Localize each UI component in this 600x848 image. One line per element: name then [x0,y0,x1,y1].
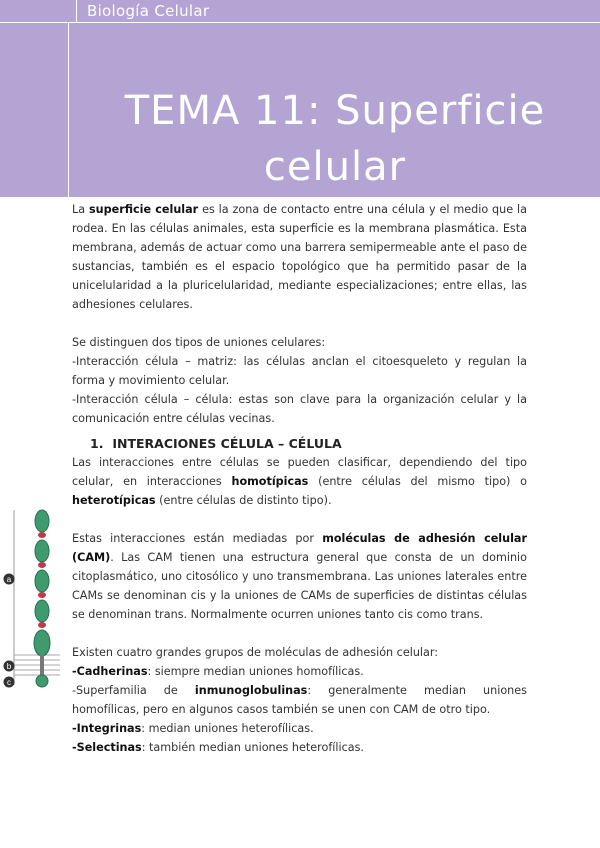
document-body [72,200,527,757]
title-line-1: TEMA 11: Superficie [124,88,546,134]
label-b-marker [4,661,15,672]
title-line-2: celular [263,144,407,190]
homotypic-term: homotípicas [231,475,309,488]
intro-paragraph [72,200,527,314]
section-text-2: (entre células del mismo tipo) o [308,475,527,488]
group-cadherinas [72,662,527,681]
section-text-3: (entre células de distinto tipo). [155,494,332,507]
group-selectinas [72,738,527,757]
integrinas-term: -Integrinas [72,722,142,735]
section-heading [90,434,527,453]
subject-label: Biología Celular [87,2,210,20]
selectinas-text: : también median uniones heterofílicas. [141,741,364,754]
ig-text: : generalmente median uniones homofílicas, pero en algunos casos también se unen con CAM de otro tipo. [72,684,527,716]
ig-prefix: -Superfamilia de [72,684,195,697]
cam-term: moléculas de adhesión celular (CAM) [72,532,527,564]
cadherinas-text: : siempre median uniones homofílicas. [147,665,364,678]
label-a-marker [4,574,15,585]
heterotypic-term: heterotípicas [72,494,156,507]
label-b: b [6,662,12,671]
label-a: a [6,575,12,584]
group-integrinas [72,719,527,738]
intro-bold-term: superficie celular [88,203,199,216]
group-immunoglobulins [72,681,527,719]
title-banner [0,23,600,197]
header-separator [76,0,77,22]
cam-text-2: . Las CAM tienen una estructura general que consta de un dominio citoplasmático, uno citosólico y uno transmembrana. Las uniones laterales entre CAMs se denominan cis y la uniones de CAMs de superficies de distintas células se denominan trans. Normalmente ocurren uniones tanto cis como trans. [72,551,527,621]
label-c: c [7,678,11,687]
groups-intro: Existen cuatro grandes grupos de moléculas de adhesión celular: [72,646,439,659]
ig-term: inmunoglobulinas [194,684,308,697]
intro-text-1: La [72,203,89,216]
selectinas-term: -Selectinas [72,741,142,754]
cam-text-1: Estas interacciones están mediadas por [72,532,323,545]
page-title [70,83,600,195]
integrinas-text: : median uniones heterofílicas. [141,722,314,735]
cam-structure-figure [0,505,60,695]
section-number: 1. [90,436,104,451]
header-bar [0,0,600,22]
types-intro: Se distinguen dos tipos de uniones celulares: [72,336,326,349]
section-paragraph [72,453,527,510]
label-c-marker [4,677,15,688]
membrane-lines [14,655,60,675]
types-item-2: -Interacción célula – célula: estas son clave para la organización celular y la comunicación entre células vecinas. [72,393,527,425]
cadherinas-term: -Cadherinas [72,665,148,678]
cam-paragraph [72,529,527,624]
intro-text-2: es la zona de contacto entre una célula y el medio que la rodea. En las células animales, esta superficie es la membrana plasmática. Esta membrana, además de actuar como una barrera semipermeable ante el paso de sustancias, también es el espacio topológico que ha permitido pasar de la unicelularidad a la pluricelularidad, mediante especializaciones; entre ellas, las adhesiones celulares. [72,203,527,311]
section-text-1: Las interacciones entre células se pueden clasificar, dependiendo del tipo celular, en interacciones [72,456,527,488]
section-title: INTERACIONES CÉLULA – CÉLULA [112,436,342,451]
banner-margin-line [68,23,69,197]
types-item-1: -Interacción célula – matriz: las células anclan el citoesqueleto y regulan la forma y movimiento celular. [72,355,527,387]
